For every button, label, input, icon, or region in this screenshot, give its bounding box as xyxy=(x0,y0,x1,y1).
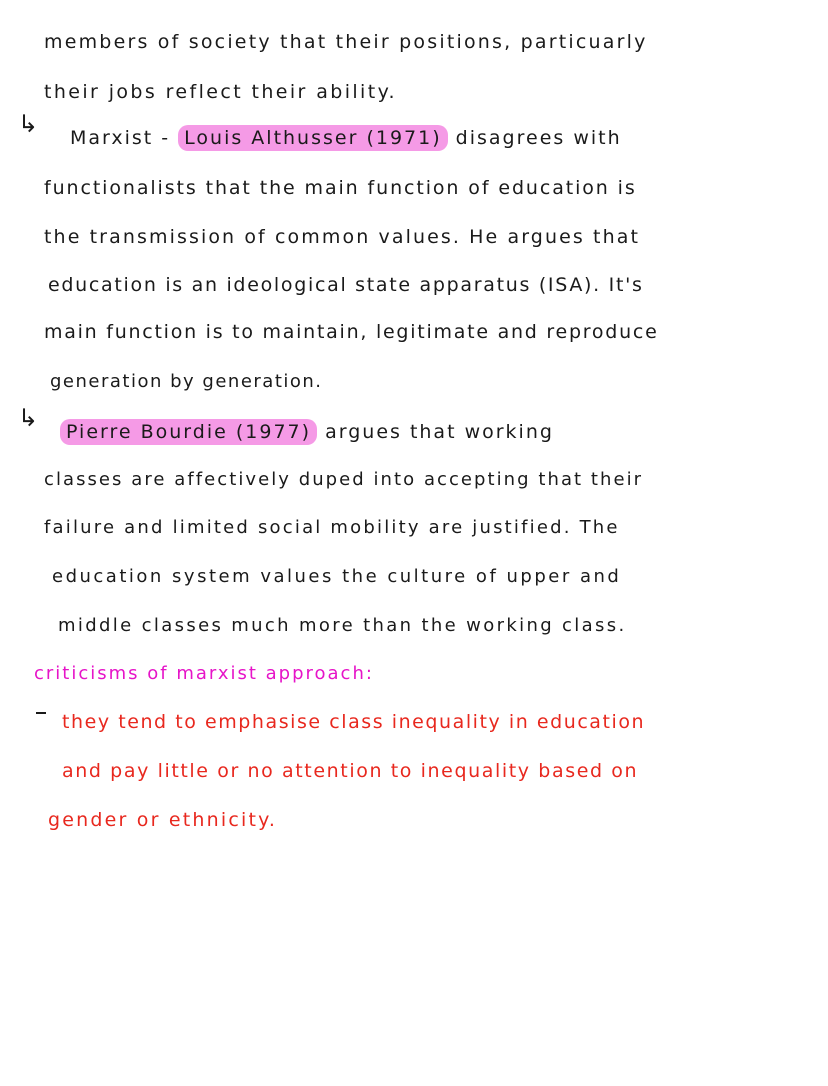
criticisms-heading: criticisms of marxist approach: xyxy=(34,663,374,684)
notes-line-12: education system values the culture of upper and xyxy=(52,566,622,587)
curved-arrow-icon: ↳ xyxy=(18,404,39,432)
notes-line-11: failure and limited social mobility are justified. The xyxy=(44,517,620,538)
marxist-label: Marxist - xyxy=(70,127,171,149)
notes-line-8: generation by generation. xyxy=(50,371,323,392)
criticism-line-2: and pay little or no attention to inequality based on xyxy=(62,760,639,782)
notes-line-2: their jobs reflect their ability. xyxy=(44,81,397,103)
notes-line-1: members of society that their positions, particuarly xyxy=(44,31,648,53)
bourdieu-highlight: Pierre Bourdie (1977) xyxy=(60,419,317,445)
notes-line-6: education is an ideological state apparatus (ISA). It's xyxy=(48,274,644,296)
notes-line-5: the transmission of common values. He argues that xyxy=(44,226,641,248)
curved-arrow-icon: ↳ xyxy=(18,110,39,138)
bourdieu-line-rest: argues that working xyxy=(325,421,554,443)
criticism-line-3: gender or ethnicity. xyxy=(48,809,278,831)
dash-bullet-icon xyxy=(36,712,46,714)
althusser-line-rest: disagrees with xyxy=(455,127,622,149)
notes-line-4: functionalists that the main function of education is xyxy=(44,177,637,199)
notes-line-10: classes are affectively duped into accepting that their xyxy=(44,469,644,490)
bourdieu-line xyxy=(60,418,554,446)
althusser-line xyxy=(70,124,622,152)
notes-line-13: middle classes much more than the working class. xyxy=(58,615,627,636)
notes-line-7: main function is to maintain, legitimate and reproduce xyxy=(44,321,659,343)
criticism-line-1: they tend to emphasise class inequality in education xyxy=(62,711,646,733)
althusser-highlight: Louis Althusser (1971) xyxy=(178,125,447,151)
